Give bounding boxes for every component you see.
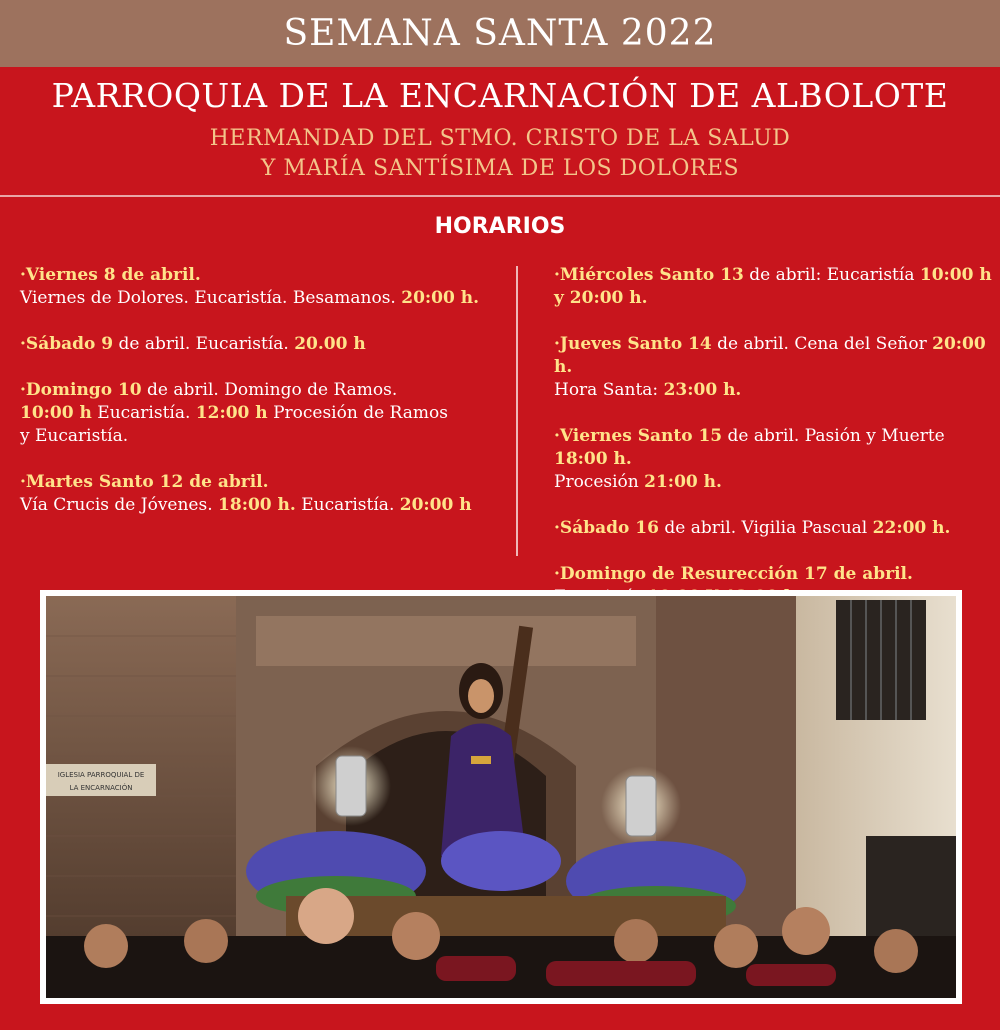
brotherhood-name [0,124,1000,184]
parish-title: PARROQUIA DE LA ENCARNACIÓN DE ALBOLOTE [51,76,949,115]
schedule-entry-miercoles-13 [554,264,994,310]
entry-description: Hora Santa: [554,380,664,400]
schedule-entry-sabado-16 [554,517,994,540]
entry-day: ·Sábado [20,334,102,354]
header-divider [0,195,1000,197]
entry-time: 10:00 h [20,403,92,423]
entry-month: de abril. [827,564,913,584]
lantern-right [626,776,656,836]
entry-description: Eucaristía. [295,495,400,515]
schedule-entry-sabado-9 [20,333,500,356]
schedule-right-column [554,264,994,632]
entry-date: 12 [159,472,184,492]
lantern-left [336,756,366,816]
entry-time: 10:00 h [919,265,992,285]
entry-description: Procesión de Ramos [267,403,448,423]
entry-time: 20.00 h [294,334,366,354]
entry-time: 22:00 h. [872,518,951,538]
entry-month: de abril. [183,472,269,492]
entry-date: 9 [101,334,114,354]
entry-description: Viernes de Dolores. Eucaristía. Besamanos. [20,288,402,308]
top-banner [0,0,1000,67]
column-divider [516,266,518,556]
entry-time: 20:00 h. [554,334,986,377]
schedule-left-column [20,264,500,540]
entry-time: y 20:00 h. [554,288,648,308]
schedule-entry-jueves-14 [554,333,994,402]
entry-time: 18:00 h. [554,449,632,469]
entry-date: 13 [720,265,744,285]
entry-day: ·Domingo de Resurección [554,564,804,584]
entry-time: 12:00 h [195,403,268,423]
entry-description: de abril. Cena del Señor [711,334,933,354]
entry-day: ·Sábado [554,518,636,538]
schedule-entry-viernes-15 [554,425,994,494]
entry-time: 20:00 h [399,495,472,515]
schedule-entry-martes-12 [20,471,500,517]
schedule-entry-viernes-8 [20,264,500,310]
entry-month: de abril. [115,265,201,285]
entry-description: de abril: Eucaristía [743,265,920,285]
entry-day: ·Viernes Santo [554,426,699,446]
entry-date: 8 [103,265,116,285]
entry-day: ·Domingo [20,380,118,400]
plaque-line-2: LA ENCARNACIÓN [69,784,133,792]
entry-description: de abril. Pasión y Muerte [722,426,945,446]
plaque-line-1: IGLESIA PARROQUIAL DE [57,771,145,779]
entry-date: 14 [688,334,712,354]
entry-date: 10 [117,380,142,400]
entry-description: de abril. Eucaristía. [113,334,295,354]
entry-day: ·Miércoles Santo [554,265,721,285]
entry-day: ·Martes Santo [20,472,160,492]
brotherhood-line-2: Y MARÍA SANTÍSIMA DE LOS DOLORES [260,156,740,181]
entry-description: y Eucaristía. [20,426,129,446]
entry-description: de abril. Domingo de Ramos. [141,380,398,400]
schedule-entry-domingo-10 [20,379,500,448]
entry-date: 16 [635,518,659,538]
entry-day: ·Jueves Santo [554,334,689,354]
photo-frame [40,590,962,1004]
schedule-title: HORARIOS [434,214,566,239]
entry-date: 17 [804,564,828,584]
entry-time: 21:00 h. [644,472,722,492]
entry-description: de abril. Vigilia Pascual [658,518,873,538]
procession-illustration [46,596,956,998]
entry-description: Procesión [554,472,645,492]
brotherhood-line-1: HERMANDAD DEL STMO. CRISTO DE LA SALUD [209,126,791,151]
entry-day: ·Viernes [20,265,104,285]
entry-date: 15 [698,426,723,446]
entry-description: Vía Crucis de Jóvenes. [20,495,219,515]
entry-time: 20:00 h. [401,288,480,308]
banner-title: SEMANA SANTA 2022 [283,13,717,54]
entry-time: 18:00 h. [218,495,296,515]
entry-description: Eucaristía. [91,403,196,423]
entry-time: 23:00 h. [663,380,742,400]
procession-photo [46,596,956,998]
